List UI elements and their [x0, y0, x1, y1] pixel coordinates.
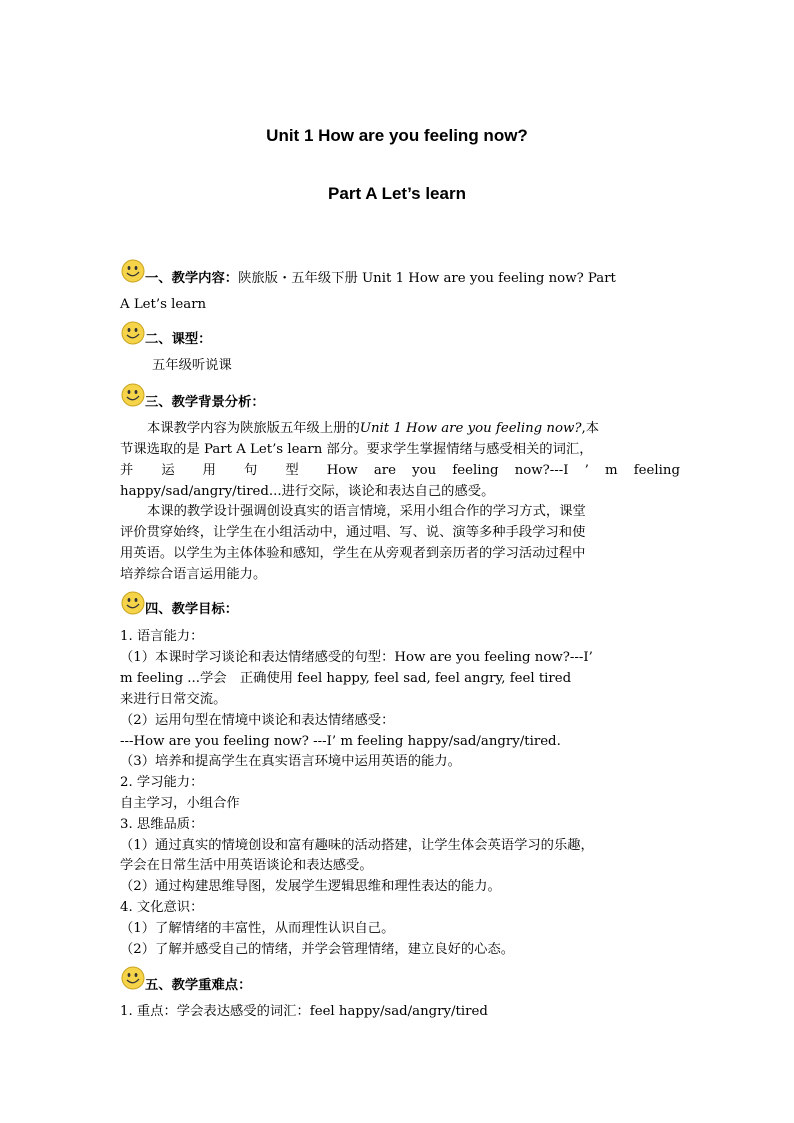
section-3-p2-line-3: 用英语。以学生为主体体验和感知，学生在从旁观者到亲历者的学习活动过程中	[120, 546, 586, 561]
unit-title-italic: Unit 1 How are you feeling now?	[359, 421, 582, 436]
section-4-line: （1）了解情绪的丰富性，从而理性认识自己。	[120, 921, 395, 936]
section-4-line: 来进行日常交流。	[120, 692, 227, 707]
section-4-line: （3）培养和提高学生在真实语言环境中运用英语的能力。	[120, 754, 461, 769]
smiley-icon	[120, 965, 145, 990]
section-1-content: 陕旅版・五年级下册 Unit 1 How are you feeling now? Part	[238, 271, 616, 286]
section-3-p2-line-1: 本课的教学设计强调创设真实的语言情境，采用小组合作的学习方式，课堂	[147, 504, 586, 519]
section-1-heading: 一、教学内容：	[145, 271, 239, 286]
section-4-heading: 四、教学目标：	[145, 602, 239, 617]
section-4-line: ---How are you feeling now? ---I’ m feeling happy/sad/angry/tired.	[120, 734, 561, 749]
section-3-heading: 三、教学背景分析：	[145, 395, 265, 410]
section-4-line: m feeling ...学会 正确使用 feel happy, feel sad, feel angry, feel tired	[120, 671, 572, 686]
section-4-line: 1. 语言能力：	[120, 629, 204, 644]
section-4-line: （2）运用句型在情境中谈论和表达情绪感受：	[120, 713, 395, 728]
document-title: Unit 1 How are you feeling now?	[266, 126, 528, 145]
section-3-p1-line-2: 节课选取的是 Part A Let’s learn 部分。要求学生掌握情绪与感受相关的词汇，	[120, 442, 593, 457]
smiley-icon	[120, 382, 145, 407]
section-4-line: 3. 思维品质：	[120, 817, 204, 832]
section-3-p1-line-4: happy/sad/angry/tired...进行交际，谈论和表达自己的感受。	[120, 484, 495, 499]
section-1-line-2: A Let’s learn	[120, 297, 207, 312]
section-3-text: 本课教学内容为陕旅版五年级上册的	[147, 421, 360, 436]
section-4-line: （2）通过构建思维导图，发展学生逻辑思维和理性表达的能力。	[120, 879, 501, 894]
section-3-p2-line-2: 评价贯穿始终，让学生在小组活动中，通过唱、写、说、演等多种手段学习和使	[120, 525, 586, 540]
section-5-line-1: 1. 重点：学会表达感受的词汇：feel happy/sad/angry/tired	[120, 1004, 488, 1019]
section-2-heading: 二、课型：	[145, 332, 212, 347]
section-5-heading: 五、教学重难点：	[145, 978, 252, 993]
section-4-line: 4. 文化意识：	[120, 900, 204, 915]
section-4-line: （1）通过真实的情境创设和富有趣味的活动搭建，让学生体会英语学习的乐趣，	[120, 838, 594, 853]
section-4-line: 学会在日常生活中用英语谈论和表达感受。	[120, 858, 373, 873]
section-4-line: 自主学习，小组合作	[120, 796, 240, 811]
section-4-line: （2）了解并感受自己的情绪，并学会管理情绪，建立良好的心态。	[120, 942, 515, 957]
smiley-icon	[120, 590, 145, 615]
section-1-line-1	[120, 269, 680, 289]
section-3-text: ,本	[581, 421, 600, 436]
section-3-p1-line-3: 并 运 用 句 型 How are you feeling now?---I ’ m feeling	[120, 463, 680, 478]
document-subtitle: Part A Let’s learn	[328, 184, 466, 203]
section-4-line: 2. 学习能力：	[120, 775, 204, 790]
section-4-line: （1）本课时学习谈论和表达情绪感受的句型：How are you feeling now?---I’	[120, 650, 593, 665]
smiley-icon	[120, 320, 145, 345]
section-2-content: 五年级听说课	[152, 358, 232, 373]
section-3-p2-line-4: 培养综合语言运用能力。	[120, 567, 267, 582]
section-3-p1-line-1	[147, 419, 675, 439]
